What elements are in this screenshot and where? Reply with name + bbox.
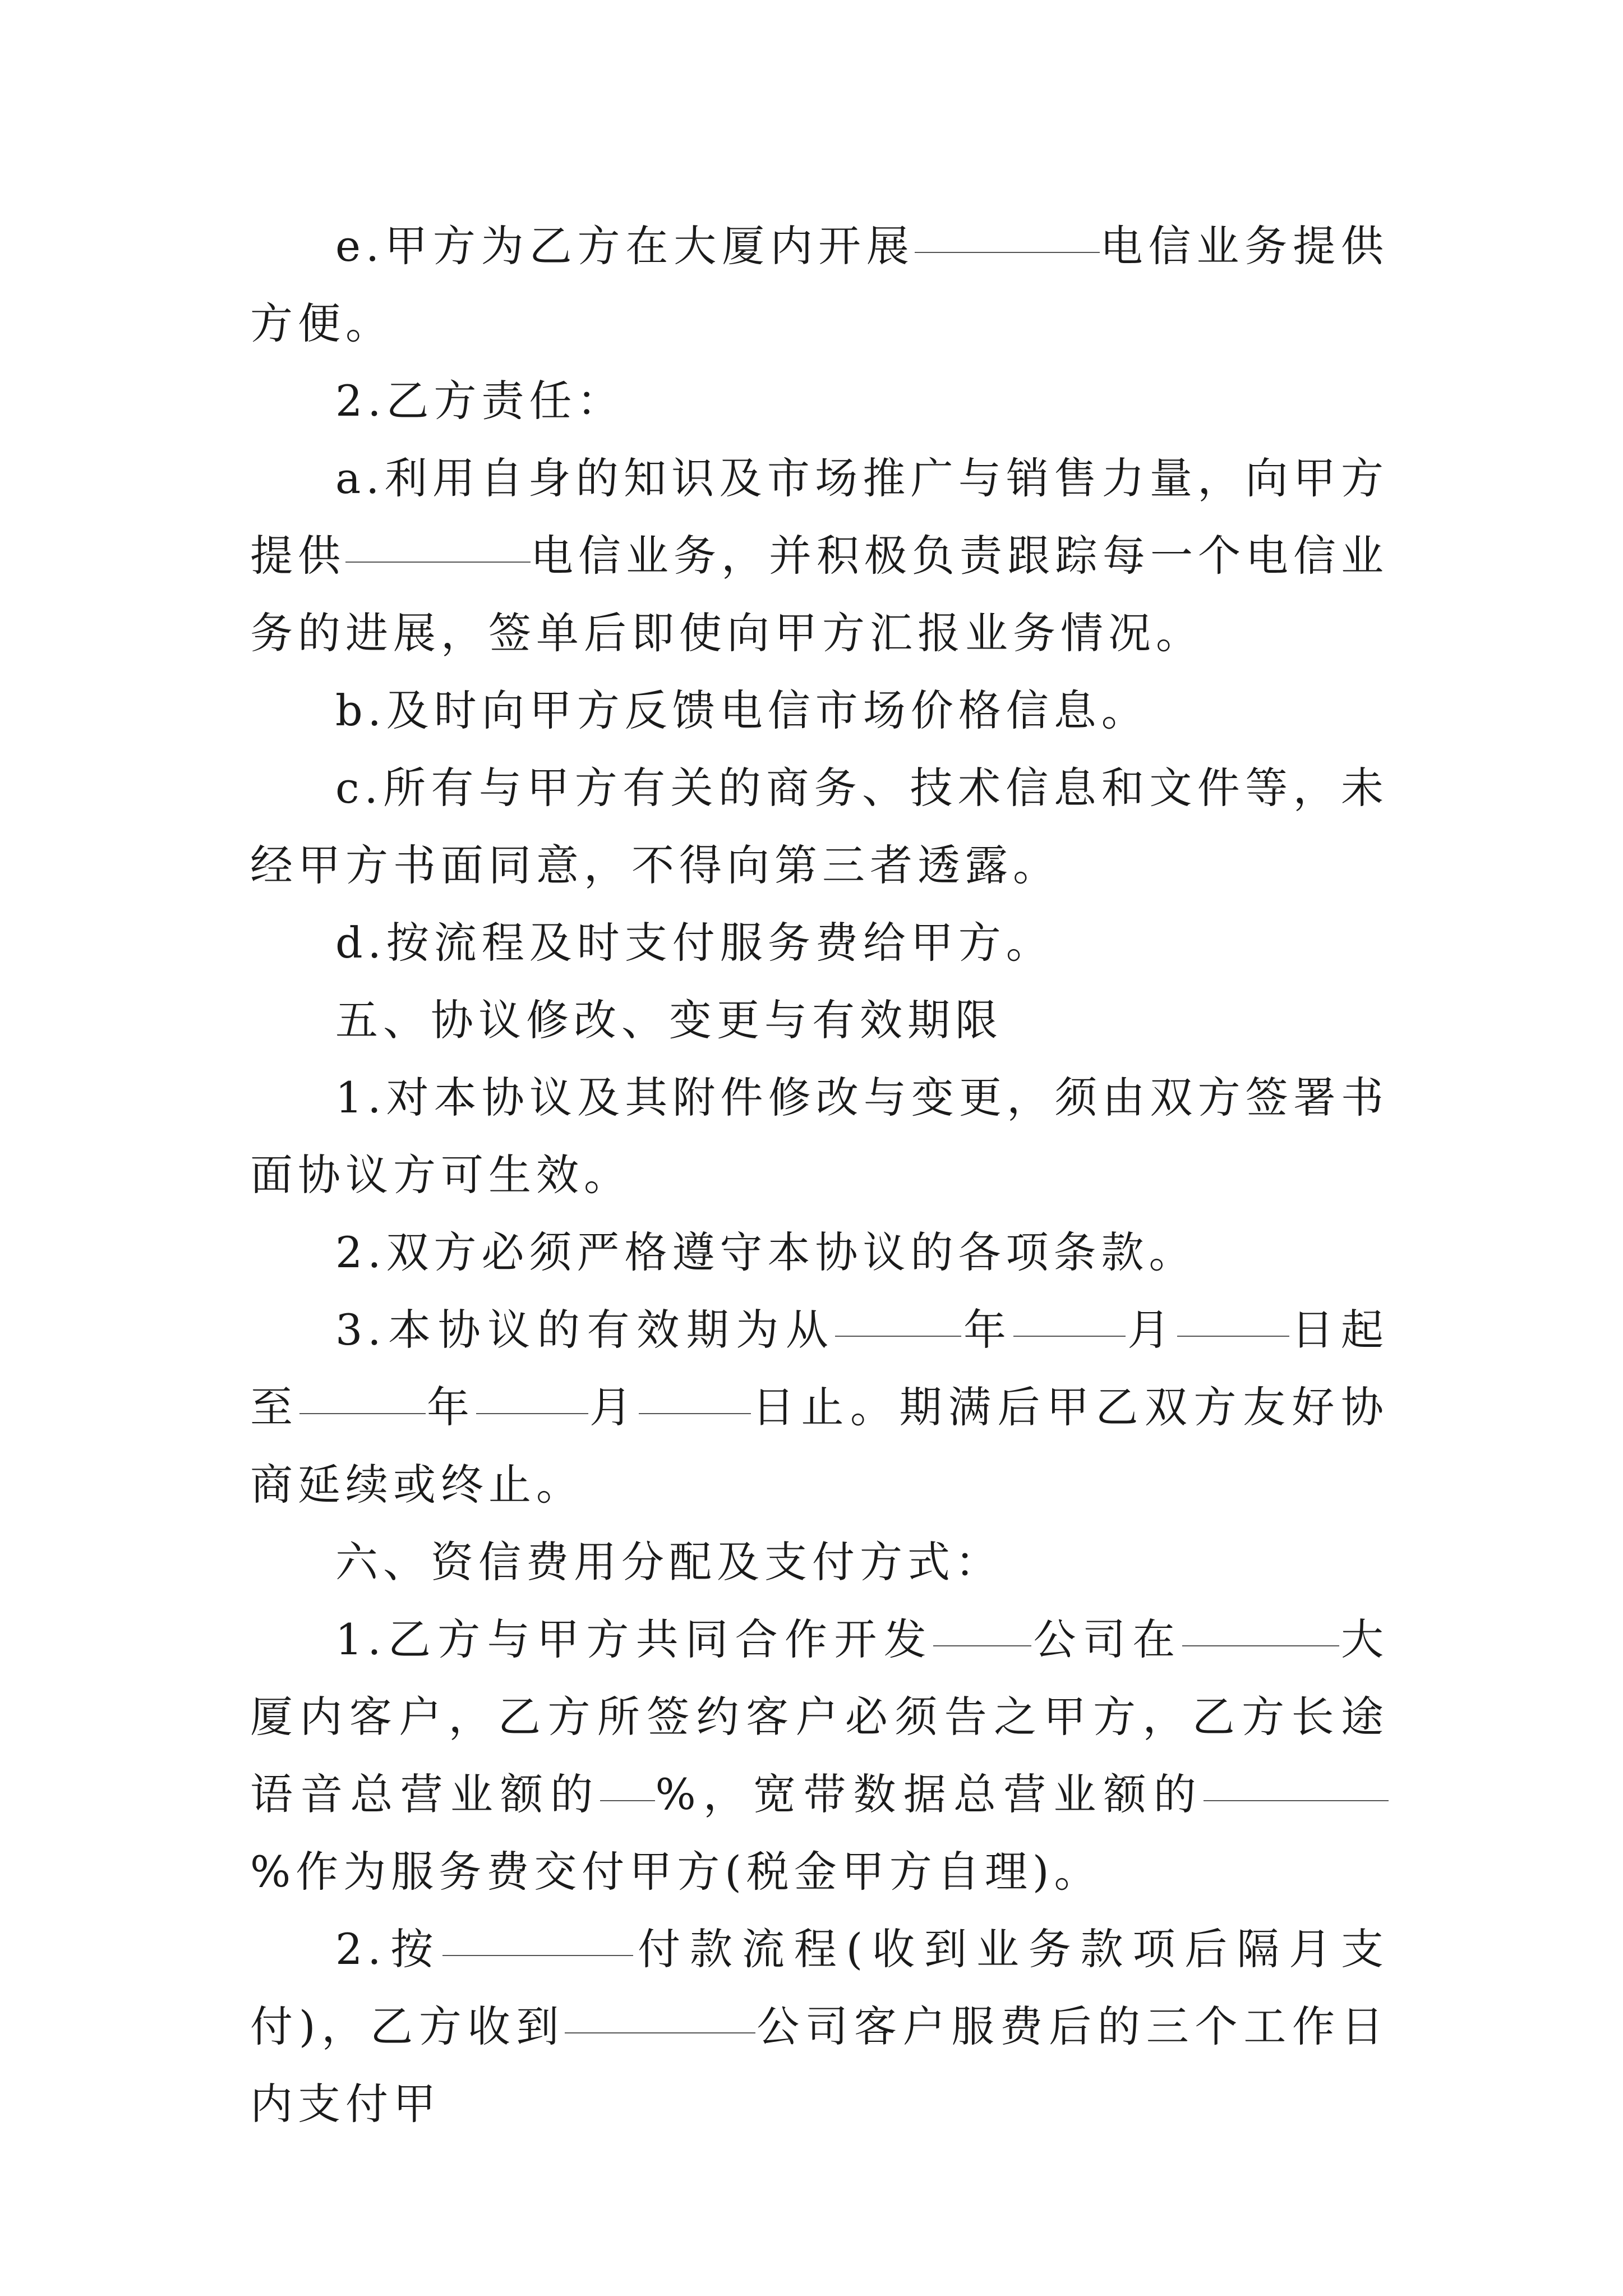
fill-in-blank — [565, 2032, 755, 2033]
section-6-heading: 六、资信费用分配及支付方式： — [335, 1537, 1003, 1587]
text-run: 2.按 — [335, 1924, 443, 1974]
fill-in-blank — [915, 252, 1100, 253]
text-run: 1.乙方与甲方共同合作开发 — [335, 1614, 934, 1664]
fill-in-blank — [299, 1413, 426, 1414]
text-run: 电信业务提供方便。 — [250, 221, 1389, 348]
clause-4-2-c: c.所有与甲方有关的商务、技术信息和文件等，未经甲方书面同意，不得向第三者透露。 — [250, 763, 1389, 890]
text-run: 公司客户服费后的三个工作日内支付甲 — [250, 2001, 1389, 2129]
section-5-heading: 五、协议修改、变更与有效期限 — [335, 995, 1003, 1045]
text-run: 年 — [961, 1305, 1013, 1355]
text-run: 日起至 — [250, 1305, 1389, 1432]
clause-6-2 — [250, 1911, 1389, 2143]
text-run: 日止。期满后甲乙双方友好协商延续或终止。 — [250, 1382, 1389, 1510]
text-run: 3.本协议的有效期为从 — [335, 1305, 836, 1355]
text-run: 付款流程(收到业务款项后隔月支付)，乙方收到 — [250, 1924, 1389, 2051]
fill-in-blank — [1204, 1800, 1389, 1801]
clause-4-2-a — [250, 440, 1389, 672]
text-run: 电信业务，并积极负责跟踪每一个电信业务的进展，签单后即使向甲方汇报业务情况。 — [250, 531, 1389, 658]
fill-in-blank — [442, 1955, 633, 1956]
text-run: %作为服务费交付甲方(税金甲方自理)。 — [250, 1847, 1102, 1897]
fill-in-blank — [476, 1413, 588, 1414]
text-run: e.甲方为乙方在大厦内开展 — [335, 221, 915, 271]
text-run: 公司在 — [1031, 1614, 1182, 1664]
fill-in-blank — [600, 1800, 655, 1801]
document-page — [250, 208, 1389, 2143]
fill-in-blank — [639, 1413, 751, 1414]
text-run: a.利用自身的知识及市场推广与销售力量，向甲方提供 — [250, 453, 1389, 581]
text-run: 大厦内客户，乙方所签约客户必须告之甲方，乙方长途语音总营业额的 — [250, 1614, 1389, 1819]
fill-in-blank — [345, 562, 531, 563]
clause-5-3 — [250, 1291, 1389, 1524]
party-b-responsibility-heading: 2.乙方责任： — [335, 376, 625, 426]
fill-in-blank — [1177, 1336, 1289, 1337]
clause-5-2: 2.双方必须严格遵守本协议的各项条款。 — [335, 1227, 1197, 1277]
fill-in-blank — [835, 1336, 961, 1337]
clause-4-1-e — [250, 208, 1389, 362]
text-run: 月 — [1125, 1305, 1177, 1355]
text-run: 月 — [588, 1382, 639, 1432]
clause-4-2-b: b.及时向甲方反馈电信市场价格信息。 — [335, 685, 1149, 735]
clause-6-1 — [250, 1601, 1389, 1911]
fill-in-blank — [1182, 1645, 1339, 1646]
clause-4-2-d: d.按流程及时支付服务费给甲方。 — [335, 918, 1054, 968]
text-run: %，宽带数据总营业额的 — [655, 1769, 1204, 1819]
fill-in-blank — [1013, 1336, 1126, 1337]
fill-in-blank — [933, 1645, 1031, 1646]
text-run: 年 — [425, 1382, 476, 1432]
clause-5-1: 1.对本协议及其附件修改与变更，须由双方签署书面协议方可生效。 — [250, 1073, 1389, 1200]
